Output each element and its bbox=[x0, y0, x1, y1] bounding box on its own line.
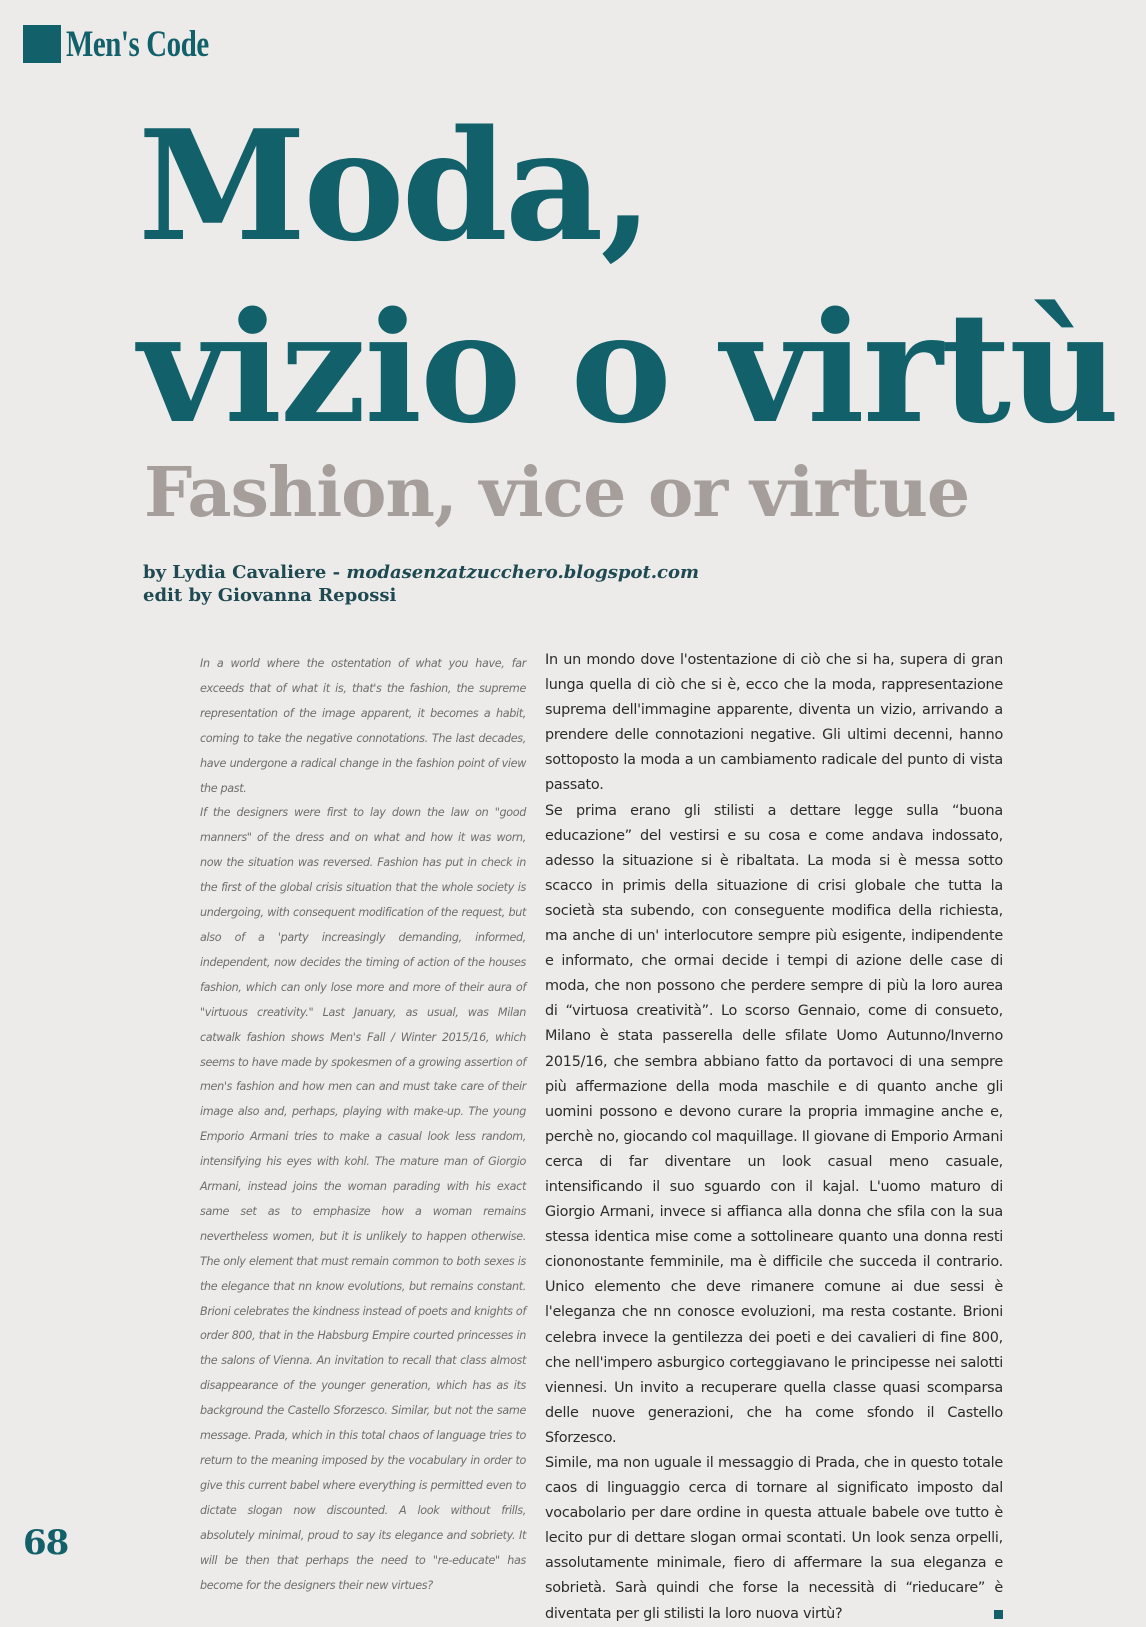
article-subtitle: Fashion, vice or virtue bbox=[144, 453, 970, 533]
author-name: by Lydia Cavaliere bbox=[143, 562, 327, 583]
end-of-article-square-icon bbox=[994, 1610, 1003, 1619]
title-line-2: vizio o virtù bbox=[138, 278, 1118, 457]
italian-paragraph: Se prima erano gli stilisti a dettare legge sulla “buona educazione” del vestirsi e su cosa e come andava indossato, adesso la situazione si è ribaltata. La moda si è messa sotto scacco in primis della situazione di crisi globale che tutta la società sta subendo, con conseguente modifica della richiesta, ma anche di un' interlocutore sempre più esigente, indipendente e informato, che ormai decide i tempi di azione delle case di moda, che non possono che perdere sempre di più la loro aurea di “virtuosa creatività”. Lo scorso Gennaio, come di consueto, Milano è stata passerella delle sfilate Uomo Autunno/Inverno 2015/16, che sembra abbiano fatto da portavoci di una sempre più affermazione della moda maschile e di quanto anche gli uomini possono e devono curare la propria immagine anche e, perchè no, giocando col maquillage. Il giovane di Emporio Armani cerca di far diventare un look casual meno casuale, intensificando il suo sguardo con il kajal. L'uomo maturo di Giorgio Armani, invece si affianca alla donna che sfila con la sua stessa identica mise come a sottolineare quanto una donna resti ciononostante femminile, ma è difficile che succeda il contrario. Unico elemento che deve rimanere comune ai due sessi è l'eleganza che nn conosce evoluzioni, ma resta costante. Brioni celebra invece la gentilezza dei poeti e dei cavalieri di fine 800, che nell'impero asburgico corteggiavano le principesse nei salotti viennesi. Un invito a recuperare quella classe quasi scomparsa delle nuove generazioni, che ha come sfondo il Castello Sforzesco. bbox=[545, 802, 1003, 1446]
byline bbox=[143, 561, 699, 607]
editor-line: edit by Giovanna Repossi bbox=[143, 585, 397, 606]
italian-paragraph-last bbox=[545, 1451, 1003, 1627]
article-title bbox=[138, 95, 1118, 459]
author-url: modasenzatzucchero.blogspot.com bbox=[346, 562, 700, 583]
byline-separator: - bbox=[326, 562, 347, 583]
english-column bbox=[200, 652, 526, 1598]
english-paragraph: If the designers were first to lay down the law on "good manners" of the dress and on what and how it was worn, now the situation was reversed. Fashion has put in check in the first of the global crisis situation that the whole society is undergoing, with consequent modification of the request, but also of a 'party increasingly demanding, informed, independent, now decides the timing of action of the houses fashion, which can only lose more and more of their aura of "virtuous creativity." Last January, as usual, was Milan catwalk fashion shows Men's Fall / Winter 2015/16, which seems to have made by spokesmen of a growing assertion of men's fashion and how men can and must take care of their image also and, perhaps, playing with make-up. The young Emporio Armani tries to make a casual look less random, intensifying his eyes with kohl. The mature man of Giorgio Armani, instead joins the woman parading with his exact same set as to emphasize how a woman remains nevertheless women, but it is unlikely to happen otherwise. The only element that must remain common to both sexes is the elegance that nn know evolutions, but remains constant. Brioni celebrates the kindness instead of poets and knights of order 800, that in the Habsburg Empire courted princesses in the salons of Vienna. An invitation to recall that class almost disappearance of the younger generation, which has as its background the Castello Sforzesco. Similar, but not the same message. Prada, which in this total chaos of language tries to return to the meaning imposed by the vocabulary in order to give this current babel where everything is permitted even to dictate slogan now discounted. A look without frills, absolutely minimal, proud to say its elegance and sobriety. It will be then that perhaps the need to "re-educate" has become for the designers their new virtues? bbox=[200, 806, 526, 1592]
italian-paragraph-text: Simile, ma non uguale il messaggio di Prada, che in questo totale caos di linguaggio cerca di tornare al significato imposto dal vocabolario per dare ordine in questa attuale babele ove tutto è lecito pur di dettare slogan ormai scontati. Un look senza orpelli, assolutamente minimale, fiero di affermare la sua eleganza e sobrietà. Sarà quindi che forse la necessità di “rieducare” è diventata per gli stilisti la loro nuova virtù? bbox=[545, 1455, 1003, 1622]
author-line bbox=[143, 561, 699, 584]
title-line-1: Moda, bbox=[138, 96, 651, 275]
section-label: Men's Code bbox=[66, 23, 209, 65]
english-paragraph: In a world where the ostentation of what you have, far exceeds that of what it is, that's the fashion, the supreme representation of the image apparent, it becomes a habit, coming to take the negative connotations. The last decades, have undergone a radical change in the fashion point of view the past. bbox=[200, 657, 526, 795]
section-tag bbox=[23, 24, 249, 64]
italian-paragraph: In un mondo dove l'ostentazione di ciò che si ha, supera di gran lunga quella di ciò che si è, ecco che la moda, rappresentazione suprema dell'immagine apparente, diventa un vizio, arrivando a prendere delle connotazioni negative. Gli ultimi decenni, hanno sottoposto la moda a un cambiamento radicale del punto di vista passato. bbox=[545, 652, 1003, 794]
page-number: 68 bbox=[23, 1523, 69, 1563]
italian-column bbox=[545, 648, 1003, 1627]
section-square-icon bbox=[23, 25, 61, 63]
